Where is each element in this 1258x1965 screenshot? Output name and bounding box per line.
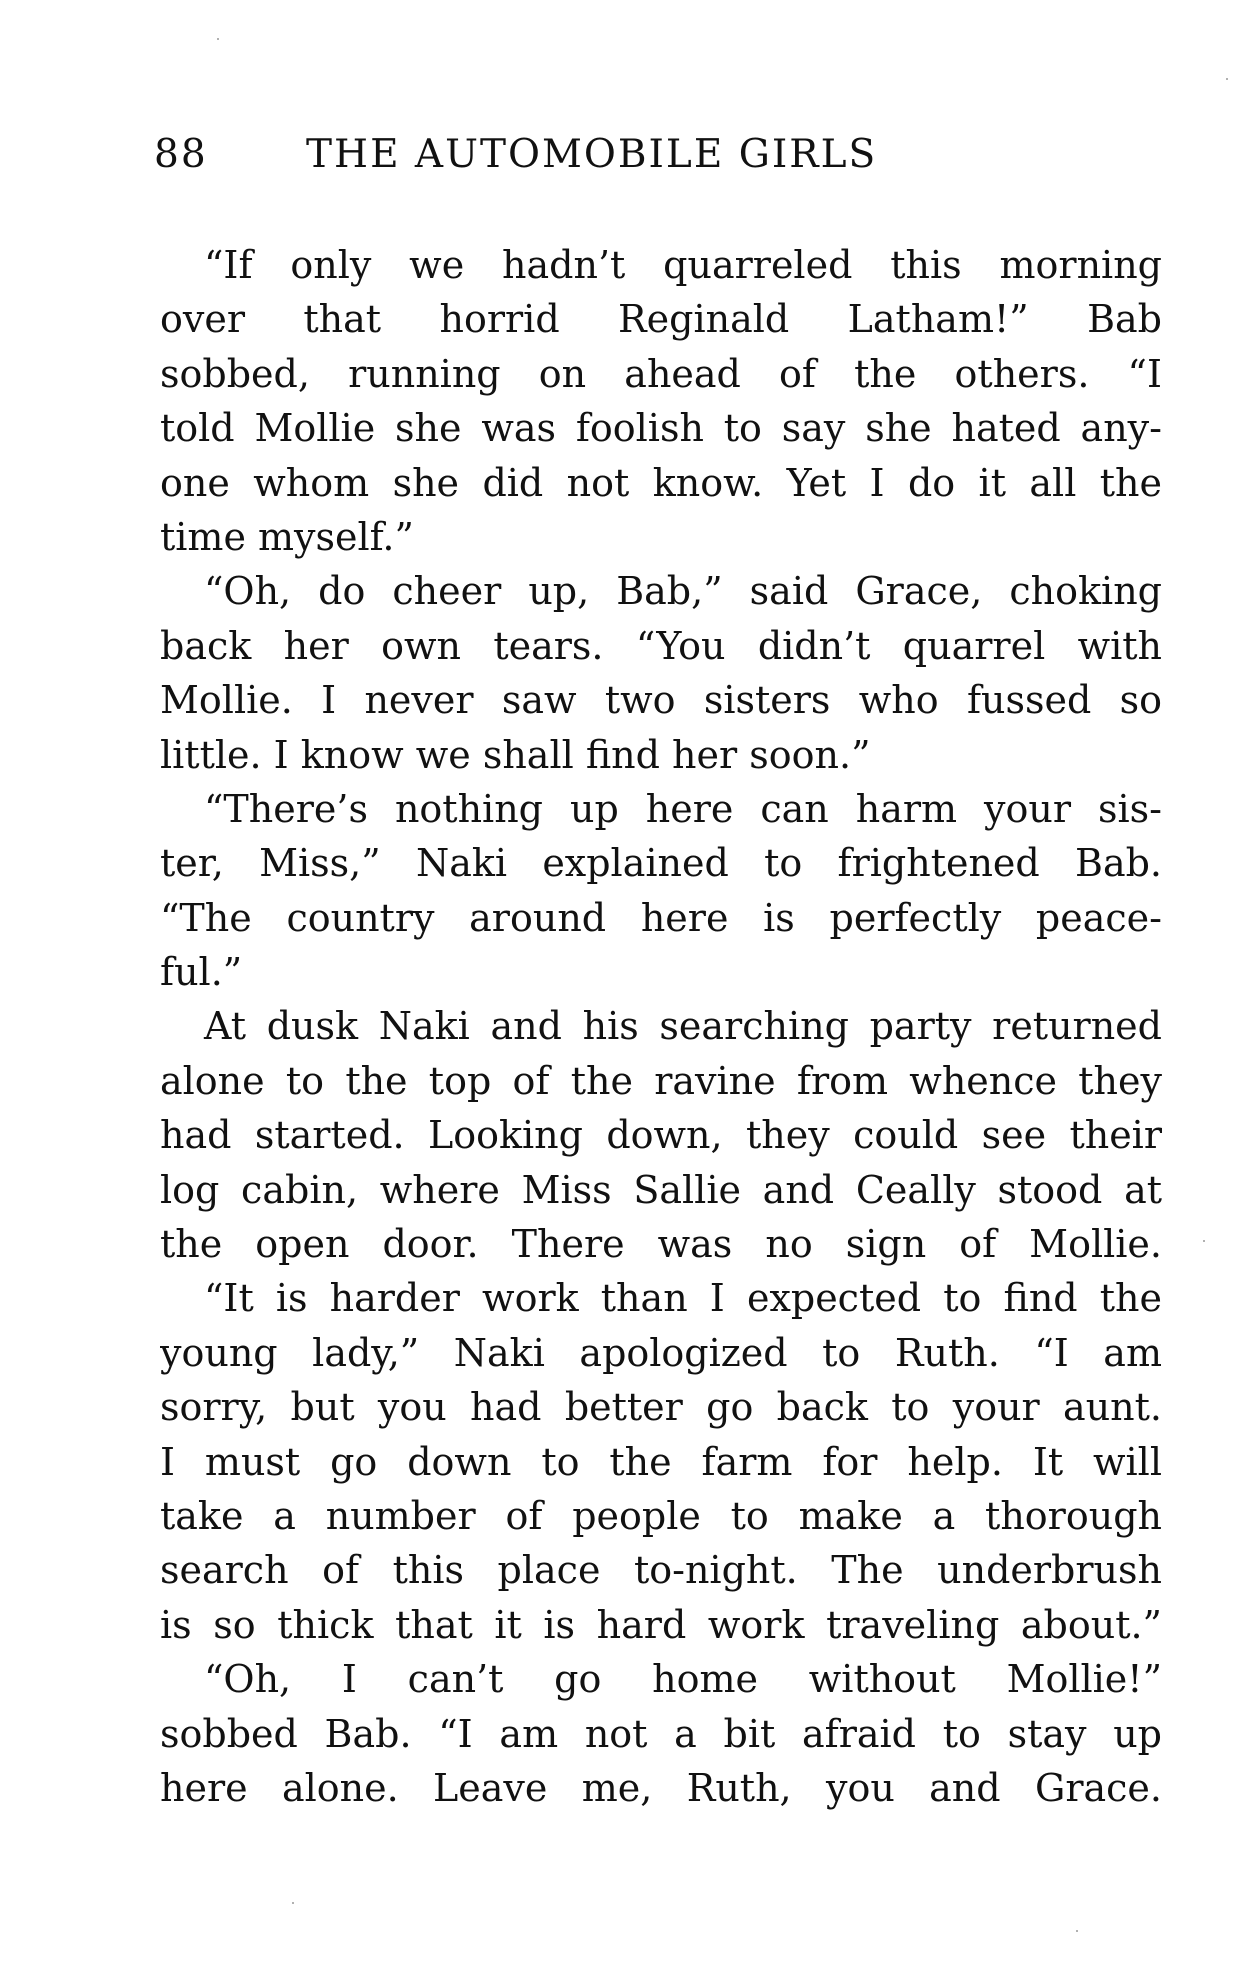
text-line: little. I know we shall find her soon.” xyxy=(160,732,871,777)
text-line: At dusk Naki and his searching party returned xyxy=(204,1004,1162,1049)
running-title: THE AUTOMOBILE GIRLS xyxy=(306,132,878,177)
text-line: Mollie. I never saw two sisters who fussed so xyxy=(160,678,1162,723)
paper-speck xyxy=(1203,1240,1205,1242)
paper-speck xyxy=(1076,1930,1078,1932)
text-line: the open door. There was no sign of Mollie. xyxy=(160,1222,1162,1267)
text-line: alone to the top of the ravine from whence they xyxy=(160,1058,1162,1103)
paper-speck xyxy=(292,1902,294,1904)
text-line: “If only we hadn’t quarreled this morning xyxy=(204,243,1162,287)
text-line: young lady,” Naki apologized to Ruth. “I am xyxy=(160,1330,1162,1375)
text-line: one whom she did not know. Yet I do it all the xyxy=(160,460,1162,505)
text-line: time myself.” xyxy=(160,514,414,559)
text-line: log cabin, where Miss Sallie and Ceally stood at xyxy=(160,1167,1162,1212)
page-number: 88 xyxy=(154,132,208,177)
text-line: over that horrid Reginald Latham!” Bab xyxy=(160,297,1162,342)
paper-speck xyxy=(1226,78,1228,80)
text-line: “Oh, I can’t go home without Mollie!” xyxy=(204,1657,1162,1702)
text-line: “The country around here is perfectly peace- xyxy=(160,895,1162,940)
text-line: sobbed Bab. “I am not a bit afraid to stay up xyxy=(160,1711,1162,1756)
text-line: is so thick that it is hard work traveling about.” xyxy=(160,1602,1162,1647)
body-text xyxy=(160,238,1162,1815)
text-line: had started. Looking down, they could see their xyxy=(160,1113,1162,1158)
text-line: “Oh, do cheer up, Bab,” said Grace, choking xyxy=(204,569,1162,614)
text-line: I must go down to the farm for help. It will xyxy=(160,1439,1162,1484)
text-line: ter, Miss,” Naki explained to frightened Bab. xyxy=(160,841,1162,886)
text-line: search of this place to-night. The underbrush xyxy=(160,1548,1162,1593)
text-line: take a number of people to make a thorough xyxy=(160,1493,1162,1538)
text-line: “It is harder work than I expected to find the xyxy=(204,1276,1162,1321)
text-line: sobbed, running on ahead of the others. “I xyxy=(160,351,1162,396)
text-line: sorry, but you had better go back to your aunt. xyxy=(160,1385,1162,1430)
text-line: “There’s nothing up here can harm your sis- xyxy=(204,786,1162,831)
paper-speck xyxy=(217,38,219,40)
text-line: here alone. Leave me, Ruth, you and Grace. xyxy=(160,1765,1162,1810)
text-line: told Mollie she was foolish to say she hated any- xyxy=(160,406,1162,451)
text-line: back her own tears. “You didn’t quarrel with xyxy=(160,623,1162,668)
page-header xyxy=(154,128,1004,182)
text-line: ful.” xyxy=(160,950,243,995)
